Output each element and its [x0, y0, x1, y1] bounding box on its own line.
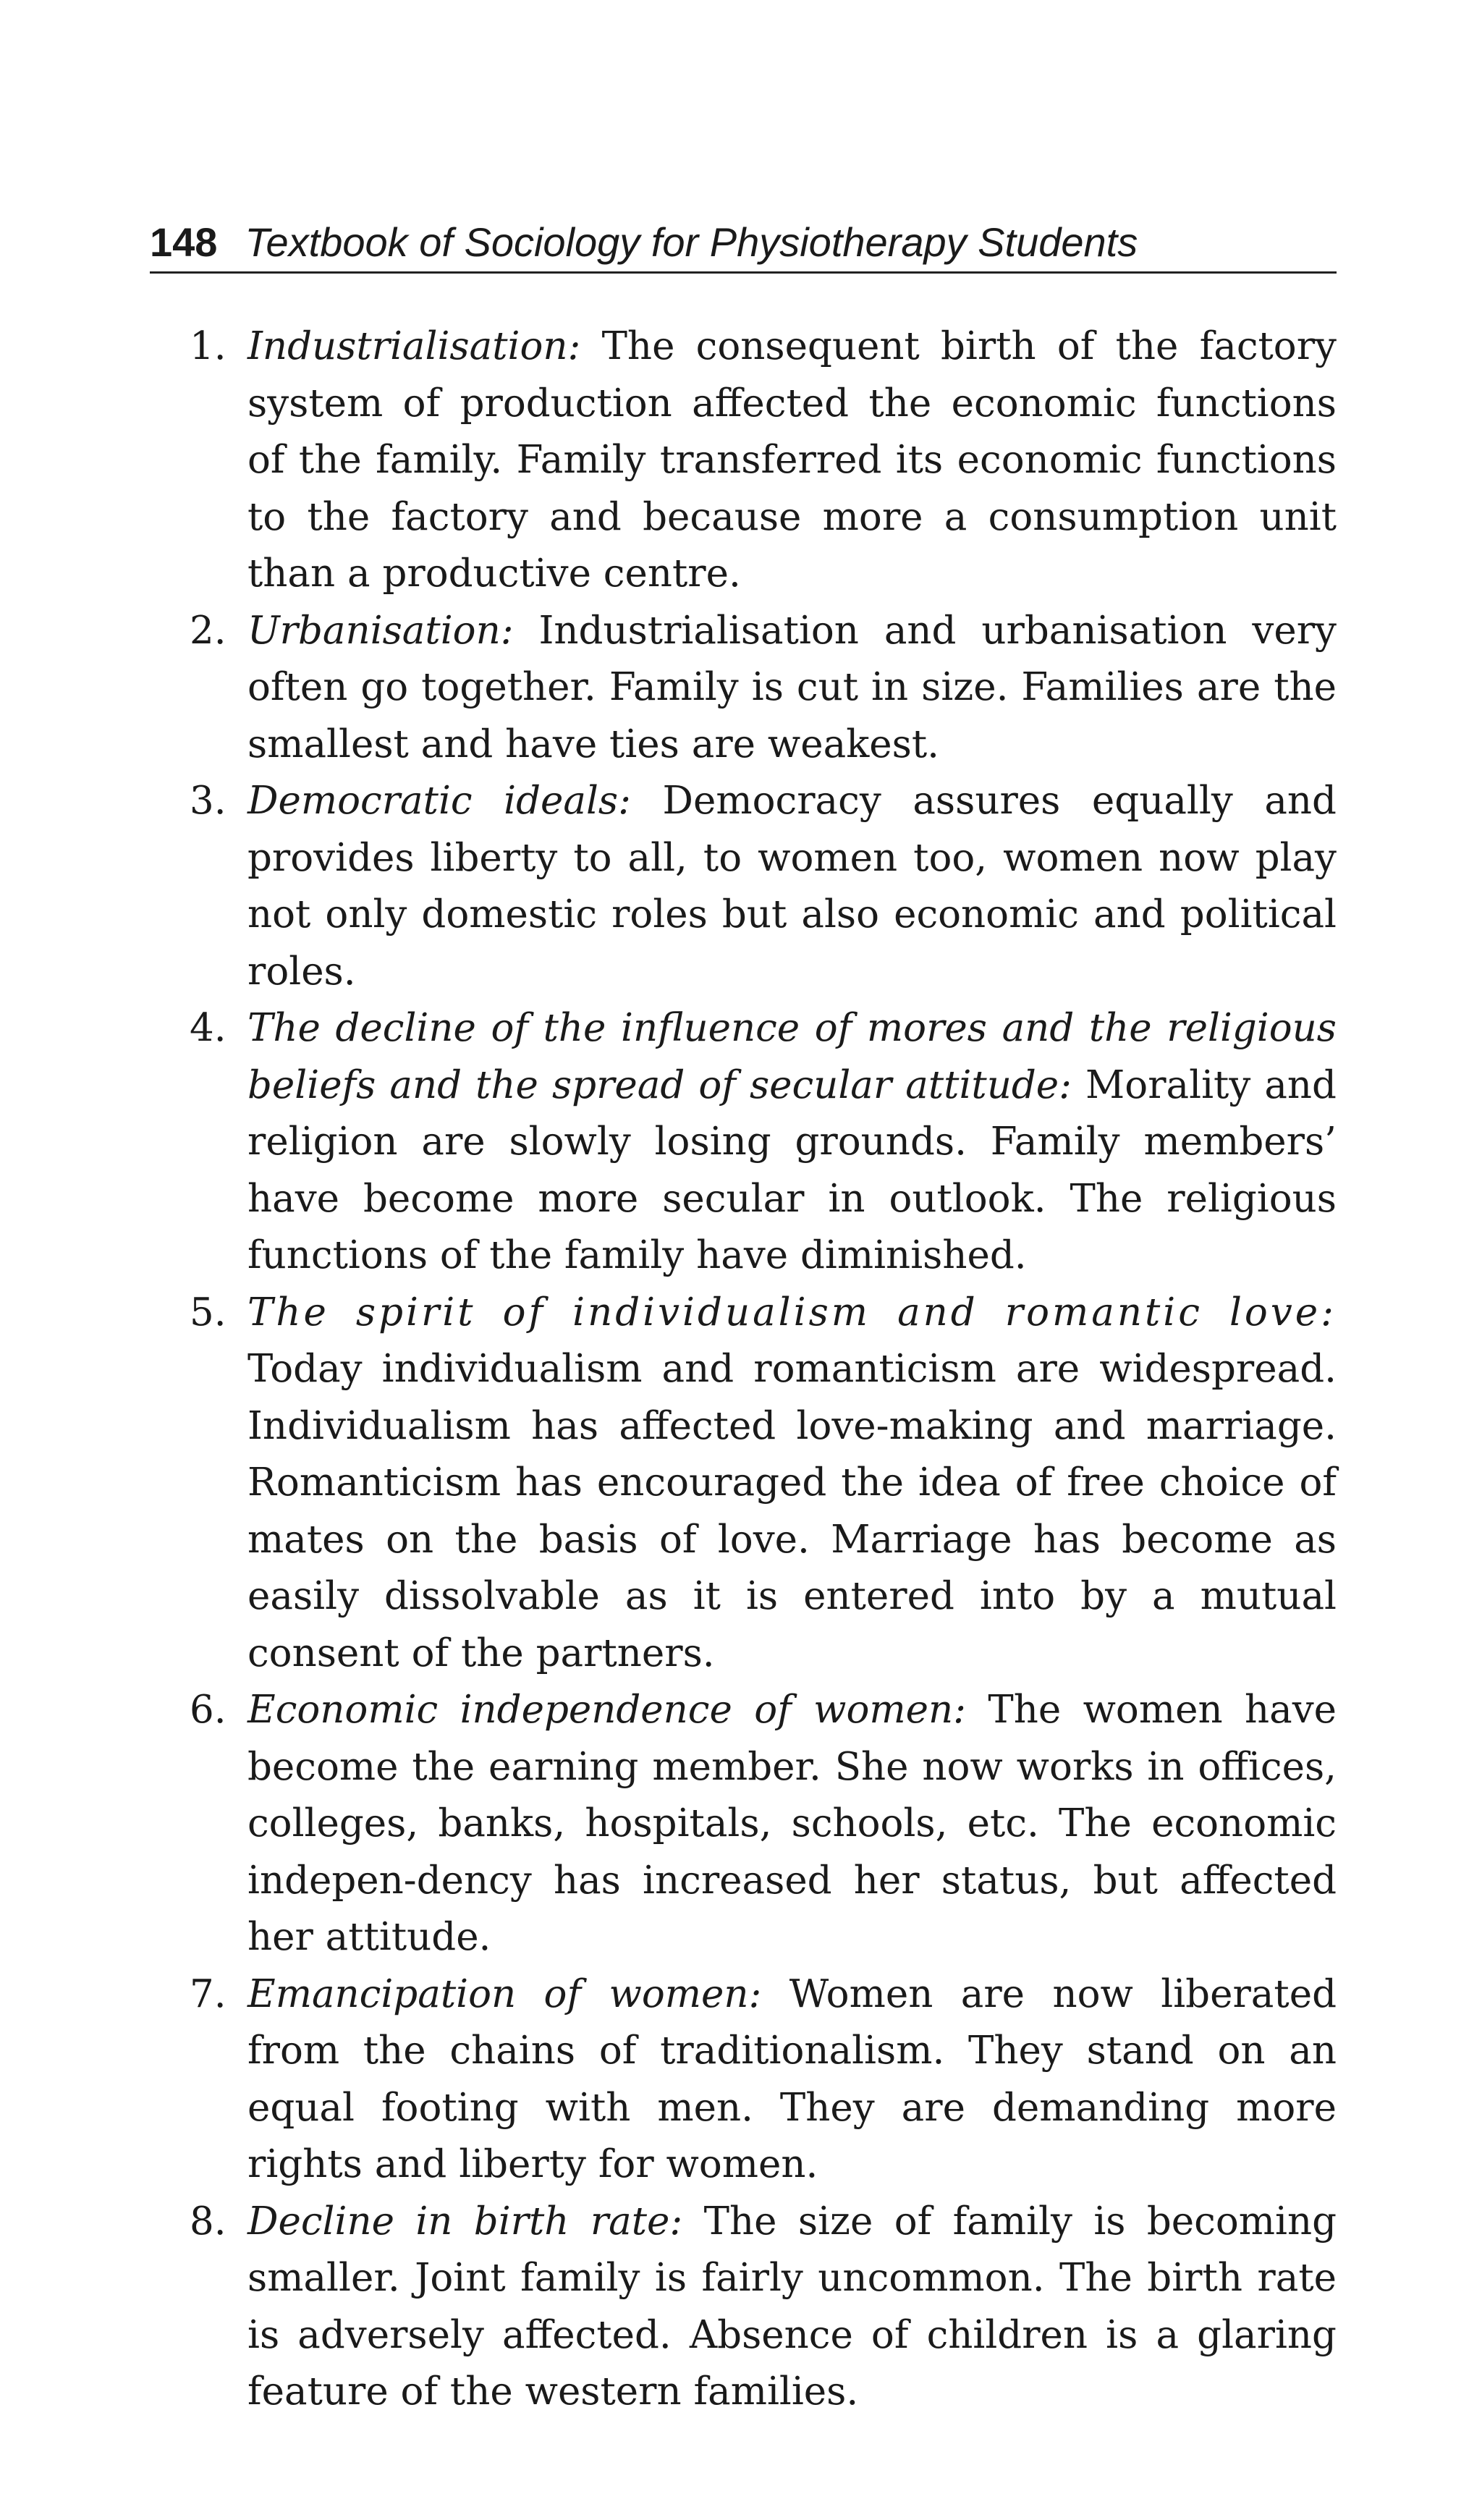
page-number: 148 — [150, 219, 218, 265]
item-number: 3. — [190, 779, 226, 823]
item-number: 4. — [190, 1006, 226, 1050]
item-text: Women are now liberated from the chains of traditionalism. They stand on an equal footing with men. They are demanding more rights and liberty for women. — [247, 1971, 1337, 2186]
item-term: Emancipation of women: — [247, 1971, 762, 2016]
item-text: The consequent birth of the factory system of production affected the economic functions of the family. Family transferred its economic functions to the factory and because more a consumption unit than a productive centre. — [247, 324, 1337, 596]
factors-list — [150, 318, 1337, 2421]
list-item-individualism — [150, 1285, 1337, 1683]
list-item-economic-independence — [150, 1682, 1337, 1966]
list-item-decline-of-mores — [150, 1000, 1337, 1285]
item-number: 2. — [190, 608, 226, 653]
item-term: Urbanisation: — [247, 608, 514, 653]
item-term: The decline of the influence of mores and the religious beliefs and the spread of secular attitude: — [247, 1006, 1337, 1107]
item-term: Democratic ideals: — [247, 779, 631, 823]
item-text: The size of family is becoming smaller. Joint family is fairly uncommon. The birth rate is adversely affected. Absence of children is a glaring feature of the western families. — [247, 2199, 1337, 2414]
book-title: Textbook of Sociology for Physiotherapy Students — [245, 219, 1138, 265]
item-number: 8. — [190, 2199, 226, 2244]
item-term: Decline in birth rate: — [247, 2199, 683, 2244]
list-item-urbanisation — [150, 603, 1337, 774]
item-text: Morality and religion are slowly losing grounds. Family members’ have become more secular in outlook. The religious functions of the family have diminished. — [247, 1062, 1337, 1277]
item-term: Economic independence of women: — [247, 1688, 966, 1732]
list-item-emancipation — [150, 1966, 1337, 2194]
item-text: The women have become the earning member. She now works in offices, colleges, banks, hospitals, schools, etc. The economic indepen-dency has increased her status, but affected her attitude. — [247, 1688, 1337, 1959]
item-number: 7. — [190, 1971, 226, 2016]
list-item-birth-rate — [150, 2194, 1337, 2421]
item-term: Industrialisation: — [247, 324, 581, 368]
item-number: 5. — [190, 1290, 226, 1335]
item-text: Industrialisation and urbanisation very often go together. Family is cut in size. Families are the smallest and have ties are weakest. — [247, 608, 1337, 766]
item-number: 1. — [190, 324, 226, 368]
item-text: Democracy assures equally and provides liberty to all, to women too, women now play not only domestic roles but also economic and political roles. — [247, 779, 1337, 994]
running-head — [150, 213, 1337, 274]
list-item-industrialisation — [150, 318, 1337, 603]
item-number: 6. — [190, 1688, 226, 1732]
item-text: Today individualism and romanticism are widespread. Individualism has affected love-making and marriage. Romanticism has encouraged the idea of free choice of mates on the basis of love. Marriage has become as easily dissolvable as it is entered into by a mutual consent of the partners. — [247, 1347, 1337, 1675]
item-term: The spirit of individualism and romantic love: — [247, 1290, 1337, 1335]
list-item-democratic-ideals — [150, 773, 1337, 1000]
